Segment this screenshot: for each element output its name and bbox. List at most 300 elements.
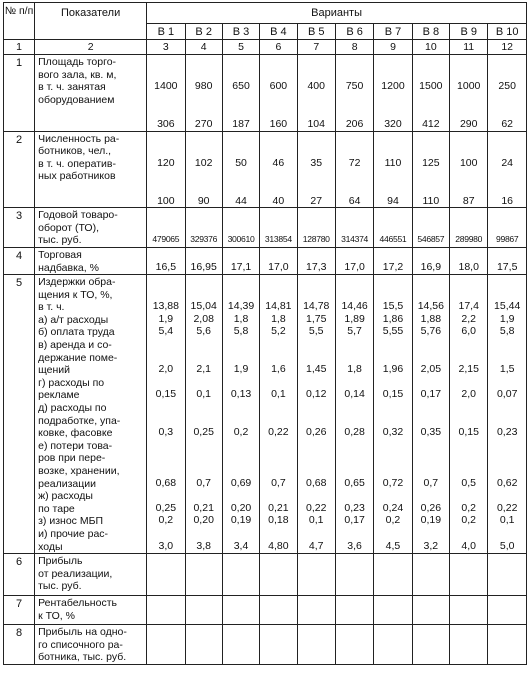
cell-value — [147, 376, 184, 389]
value-cell — [488, 596, 527, 625]
value-cell — [335, 596, 373, 625]
value-cell — [260, 275, 297, 554]
indicator-label-line: ботника, тыс. руб. — [38, 651, 127, 664]
cell-value: 0,20 — [230, 501, 252, 514]
cell-value — [147, 93, 184, 106]
cell-value — [336, 182, 373, 195]
cell-value — [336, 376, 373, 389]
cell-value — [374, 376, 411, 389]
cell-value: 3,0 — [158, 539, 174, 552]
indicator-label-line: в) аренда и со- — [38, 339, 112, 352]
cell-value: 0,17 — [344, 514, 365, 527]
cell-value — [336, 144, 373, 157]
cell-value: 306 — [157, 117, 175, 130]
cell-value — [374, 248, 411, 261]
cell-value: 320 — [384, 117, 402, 130]
cell-value: 1,89 — [344, 312, 365, 325]
cell-value — [260, 489, 296, 502]
cell-value — [374, 401, 411, 414]
cell-value: 0,28 — [344, 426, 365, 439]
value-cell — [374, 625, 412, 665]
cell-value — [223, 93, 259, 106]
value-cell — [297, 208, 335, 248]
cell-value — [450, 144, 487, 157]
cell-value: 1500 — [419, 80, 443, 93]
cell-value: 1,8 — [271, 312, 286, 325]
cell-value: 0,7 — [423, 476, 439, 489]
cell-value — [450, 376, 487, 389]
cell-value: 16,5 — [155, 260, 177, 273]
cell-value — [186, 451, 222, 464]
cell-value — [223, 105, 259, 118]
cell-value: 87 — [462, 194, 475, 207]
table-row — [4, 131, 527, 208]
cell-value: 206 — [345, 117, 364, 130]
variant-header: В 5 — [297, 24, 335, 40]
cell-value — [488, 414, 526, 427]
cell-value: 4,5 — [385, 539, 401, 552]
cell-value: 102 — [194, 156, 213, 169]
value-cell — [185, 596, 222, 625]
value-cell — [450, 208, 488, 248]
cell-value — [336, 351, 373, 364]
cell-value — [488, 401, 526, 414]
indicator-label — [35, 625, 147, 665]
cell-value: 0,3 — [158, 426, 174, 439]
cell-value — [374, 351, 411, 364]
value-cell — [412, 55, 449, 132]
cell-value — [336, 401, 373, 414]
table-row — [4, 208, 527, 248]
row-number: 2 — [4, 131, 35, 208]
cell-value — [147, 182, 184, 195]
cell-value — [336, 464, 373, 477]
cell-value — [223, 414, 259, 427]
value-cell — [374, 247, 412, 274]
indicator-label — [35, 554, 147, 596]
indicator-label-line: и) прочие рас- — [38, 527, 109, 540]
column-index: 7 — [297, 40, 335, 55]
indicator-label-line: в т. ч. занятая — [38, 81, 106, 94]
cell-value: 0,22 — [496, 501, 518, 514]
cell-value — [147, 451, 184, 464]
cell-value — [186, 288, 222, 301]
cell-value — [186, 55, 222, 68]
cell-value — [450, 451, 487, 464]
cell-value: 104 — [307, 117, 325, 130]
cell-value — [298, 275, 335, 288]
cell-value: 17,4 — [458, 300, 479, 313]
value-cell — [374, 55, 412, 132]
cell-value — [223, 401, 259, 414]
cell-value: 1,86 — [382, 312, 404, 325]
cell-value: 4,80 — [268, 539, 289, 552]
value-cell — [222, 625, 259, 665]
cell-value: 0,35 — [420, 426, 442, 439]
value-cell — [260, 247, 297, 274]
cell-value: 100 — [157, 194, 175, 207]
cell-value: 0,19 — [230, 514, 252, 527]
cell-value — [147, 144, 184, 157]
row-number: 7 — [4, 596, 35, 625]
value-cell — [260, 554, 297, 596]
value-cell — [147, 55, 185, 132]
cell-value — [374, 208, 411, 221]
indicator-label-line: е) потери това- — [38, 439, 113, 452]
cell-value — [147, 401, 184, 414]
cell-value — [298, 439, 335, 452]
cell-value — [260, 439, 296, 452]
cell-value: 110 — [384, 156, 402, 169]
cell-value: 290 — [459, 117, 478, 130]
indicator-label-line: щений — [38, 364, 70, 377]
column-index: 2 — [35, 40, 147, 55]
indicator-label-line: ходы — [38, 540, 63, 553]
cell-value: 1,45 — [306, 363, 327, 376]
indicator-label-line: б) оплата труда — [38, 326, 115, 339]
cell-value: 13,88 — [152, 300, 179, 313]
value-cell — [297, 625, 335, 665]
cell-value — [413, 144, 449, 157]
column-index: 4 — [185, 40, 222, 55]
cell-value — [413, 376, 449, 389]
cell-value: 314374 — [341, 234, 369, 245]
cell-value: 0,07 — [496, 388, 518, 401]
value-cell — [185, 625, 222, 665]
cell-value: 14,81 — [265, 300, 292, 313]
cell-value — [374, 489, 411, 502]
cell-value — [374, 414, 411, 427]
value-cell — [450, 596, 488, 625]
value-cell — [222, 554, 259, 596]
cell-value: 5,2 — [271, 325, 286, 338]
cell-value — [450, 489, 487, 502]
indicators-table — [3, 2, 527, 665]
row-number: 1 — [4, 55, 35, 132]
cell-value: 1,75 — [306, 312, 327, 325]
cell-value — [488, 489, 526, 502]
cell-value — [223, 221, 259, 234]
cell-value: 46 — [272, 156, 285, 169]
cell-value: 3,8 — [196, 539, 211, 552]
cell-value — [488, 248, 526, 261]
value-cell — [147, 208, 185, 248]
value-cell — [488, 247, 527, 274]
column-index: 5 — [222, 40, 259, 55]
cell-value — [488, 208, 526, 221]
variant-header: В 9 — [450, 24, 488, 40]
cell-value — [147, 414, 184, 427]
value-cell — [450, 55, 488, 132]
cell-value — [374, 182, 411, 195]
cell-value — [298, 414, 335, 427]
cell-value — [298, 144, 335, 157]
cell-value: 0,32 — [382, 426, 404, 439]
cell-value — [298, 55, 335, 68]
row-number: 8 — [4, 625, 35, 665]
table-row — [4, 275, 527, 554]
cell-value: 4,7 — [308, 539, 324, 552]
cell-value — [298, 132, 335, 145]
cell-value: 14,78 — [303, 300, 330, 313]
cell-value: 0,23 — [344, 501, 365, 514]
cell-value — [450, 208, 487, 221]
cell-value: 289980 — [455, 234, 483, 245]
variant-header: В 7 — [374, 24, 412, 40]
cell-value: 4,0 — [461, 539, 476, 552]
cell-value — [450, 55, 487, 68]
indicator-label-line: Прибыль на одно- — [38, 626, 127, 639]
cell-value — [186, 376, 222, 389]
cell-value — [186, 182, 222, 195]
indicator-label-line: оборот (ТО), — [38, 221, 99, 234]
cell-value: 40 — [272, 194, 285, 207]
value-cell — [412, 208, 449, 248]
cell-value — [186, 208, 222, 221]
cell-value — [413, 182, 449, 195]
cell-value: 1,88 — [420, 312, 442, 325]
cell-value — [223, 451, 259, 464]
cell-value: 0,18 — [268, 514, 289, 527]
cell-value — [336, 221, 373, 234]
indicator-label-line: Прибыль — [38, 555, 83, 568]
table-row — [4, 596, 527, 625]
cell-value — [260, 55, 296, 68]
cell-value: 2,0 — [158, 363, 174, 376]
cell-value — [260, 376, 296, 389]
value-cell — [222, 55, 259, 132]
cell-value: 0,15 — [155, 388, 177, 401]
cell-value — [374, 68, 411, 81]
indicator-label-line: в т. ч. оператив- — [38, 157, 116, 170]
indicator-label-line: к ТО, % — [38, 609, 75, 622]
cell-value — [450, 464, 487, 477]
cell-value — [223, 144, 259, 157]
cell-value — [336, 93, 373, 106]
value-cell — [222, 596, 259, 625]
indicator-label-line: а) а/т расходы — [38, 313, 109, 326]
cell-value — [147, 351, 184, 364]
variant-header: В 3 — [222, 24, 259, 40]
variant-header: В 8 — [412, 24, 449, 40]
cell-value — [147, 208, 184, 221]
cell-value — [298, 248, 335, 261]
cell-value — [186, 68, 222, 81]
cell-value: 35 — [310, 156, 323, 169]
cell-value — [260, 464, 296, 477]
cell-value: 1,8 — [233, 312, 249, 325]
cell-value — [223, 527, 259, 540]
cell-value — [260, 275, 296, 288]
indicator-label-line: ных работников — [38, 170, 116, 183]
cell-value — [223, 248, 259, 261]
cell-value — [186, 338, 222, 351]
cell-value — [374, 275, 411, 288]
value-cell — [222, 275, 259, 554]
indicator-label-line: ров при пере- — [38, 452, 106, 465]
cell-value — [374, 93, 411, 106]
cell-value: 250 — [498, 80, 516, 93]
cell-value — [186, 93, 222, 106]
cell-value — [488, 221, 526, 234]
cell-value — [223, 351, 259, 364]
cell-value: 1,96 — [382, 363, 404, 376]
cell-value: 5,55 — [382, 325, 404, 338]
cell-value: 27 — [310, 194, 323, 207]
cell-value: 17,3 — [306, 260, 327, 273]
variant-header: В 1 — [147, 24, 185, 40]
column-index: 3 — [147, 40, 185, 55]
cell-value: 1000 — [457, 80, 481, 93]
cell-value: 0,26 — [306, 426, 327, 439]
variants-header: Варианты — [147, 3, 527, 24]
cell-value — [223, 132, 259, 145]
cell-value — [336, 208, 373, 221]
cell-value — [147, 221, 184, 234]
cell-value — [413, 439, 449, 452]
value-cell — [450, 554, 488, 596]
cell-value: 0,20 — [193, 514, 214, 527]
cell-value — [298, 93, 335, 106]
cell-value — [186, 414, 222, 427]
cell-value: 3,4 — [233, 539, 249, 552]
cell-value — [374, 288, 411, 301]
indicator-label-line: го списочного ра- — [38, 638, 123, 651]
indicator-label — [35, 247, 147, 274]
indicator-label-line: д) расходы по — [38, 402, 107, 415]
cell-value: 1,9 — [158, 312, 174, 325]
cell-value: 300610 — [227, 234, 255, 245]
indicator-label-line: надбавка, % — [38, 261, 99, 274]
cell-value: 1,8 — [347, 363, 362, 376]
indicator-label-line: вого зала, кв. м, — [38, 68, 117, 81]
cell-value — [260, 414, 296, 427]
cell-value — [374, 105, 411, 118]
value-cell — [374, 275, 412, 554]
cell-value: 0,14 — [344, 388, 365, 401]
indicator-label-line: рекламе — [38, 389, 80, 402]
cell-value: 0,24 — [382, 501, 404, 514]
value-cell — [147, 275, 185, 554]
value-cell — [374, 131, 412, 208]
indicator-label-line: Численность ра- — [38, 132, 120, 145]
value-cell — [412, 131, 449, 208]
cell-value — [450, 248, 487, 261]
column-index: 8 — [335, 40, 373, 55]
table-row — [4, 247, 527, 274]
indicator-label-line: ковке, фасовке — [38, 427, 113, 440]
value-cell — [450, 247, 488, 274]
value-cell — [335, 247, 373, 274]
value-cell — [374, 596, 412, 625]
column-index: 6 — [260, 40, 297, 55]
cell-value: 329376 — [190, 234, 218, 245]
cell-value — [298, 169, 335, 182]
cell-value: 24 — [501, 156, 514, 169]
cell-value — [450, 132, 487, 145]
cell-value — [260, 338, 296, 351]
cell-value: 0,25 — [193, 426, 214, 439]
cell-value — [450, 93, 487, 106]
cell-value — [336, 55, 373, 68]
cell-value — [413, 338, 449, 351]
cell-value: 0,2 — [461, 514, 476, 527]
cell-value — [413, 489, 449, 502]
cell-value: 6,0 — [461, 325, 476, 338]
cell-value — [336, 132, 373, 145]
indicator-label-line: оборудованием — [38, 93, 115, 106]
column-index: 12 — [488, 40, 527, 55]
value-cell — [450, 275, 488, 554]
cell-value — [450, 221, 487, 234]
cell-value: 0,5 — [461, 476, 476, 489]
row-number: 4 — [4, 247, 35, 274]
cell-value: 0,69 — [230, 476, 252, 489]
cell-value — [223, 376, 259, 389]
cell-value — [260, 144, 296, 157]
table-row — [4, 55, 527, 132]
cell-value: 94 — [387, 194, 399, 207]
cell-value — [336, 68, 373, 81]
indicator-label-line: от реализации, — [38, 567, 113, 580]
value-cell — [297, 596, 335, 625]
cell-value — [260, 527, 296, 540]
cell-value — [260, 288, 296, 301]
value-cell — [335, 208, 373, 248]
cell-value: 17,0 — [344, 260, 365, 273]
row-number: 5 — [4, 275, 35, 554]
cell-value — [374, 169, 411, 182]
row-number: 6 — [4, 554, 35, 596]
value-cell — [488, 131, 527, 208]
cell-value — [298, 182, 335, 195]
cell-value: 0,68 — [306, 476, 327, 489]
cell-value: 1400 — [154, 80, 178, 93]
cell-value — [147, 169, 184, 182]
cell-value — [260, 68, 296, 81]
cell-value: 5,0 — [499, 539, 515, 552]
cell-value: 750 — [345, 80, 364, 93]
cell-value: 0,68 — [155, 476, 177, 489]
cell-value: 1,9 — [499, 312, 515, 325]
cell-value — [147, 55, 184, 68]
cell-value: 72 — [348, 156, 361, 169]
column-index: 11 — [450, 40, 488, 55]
cell-value — [413, 208, 449, 221]
value-cell — [185, 131, 222, 208]
cell-value: 16,95 — [190, 260, 217, 273]
value-cell — [185, 55, 222, 132]
cell-value — [488, 105, 526, 118]
column-index: 1 — [4, 40, 35, 55]
value-cell — [222, 247, 259, 274]
cell-value — [336, 169, 373, 182]
cell-value: 0,23 — [496, 426, 518, 439]
value-cell — [297, 554, 335, 596]
cell-value: 0,7 — [271, 476, 286, 489]
value-cell — [147, 625, 185, 665]
cell-value — [298, 338, 335, 351]
cell-value: 0,22 — [306, 501, 327, 514]
cell-value: 64 — [348, 194, 361, 207]
indicator-label-line: в т. ч. — [38, 301, 65, 314]
indicator-label-line: Годовой товаро- — [38, 209, 118, 222]
cell-value — [298, 451, 335, 464]
cell-value: 446551 — [379, 234, 407, 245]
value-cell — [374, 554, 412, 596]
cell-value — [336, 489, 373, 502]
cell-value — [450, 401, 487, 414]
